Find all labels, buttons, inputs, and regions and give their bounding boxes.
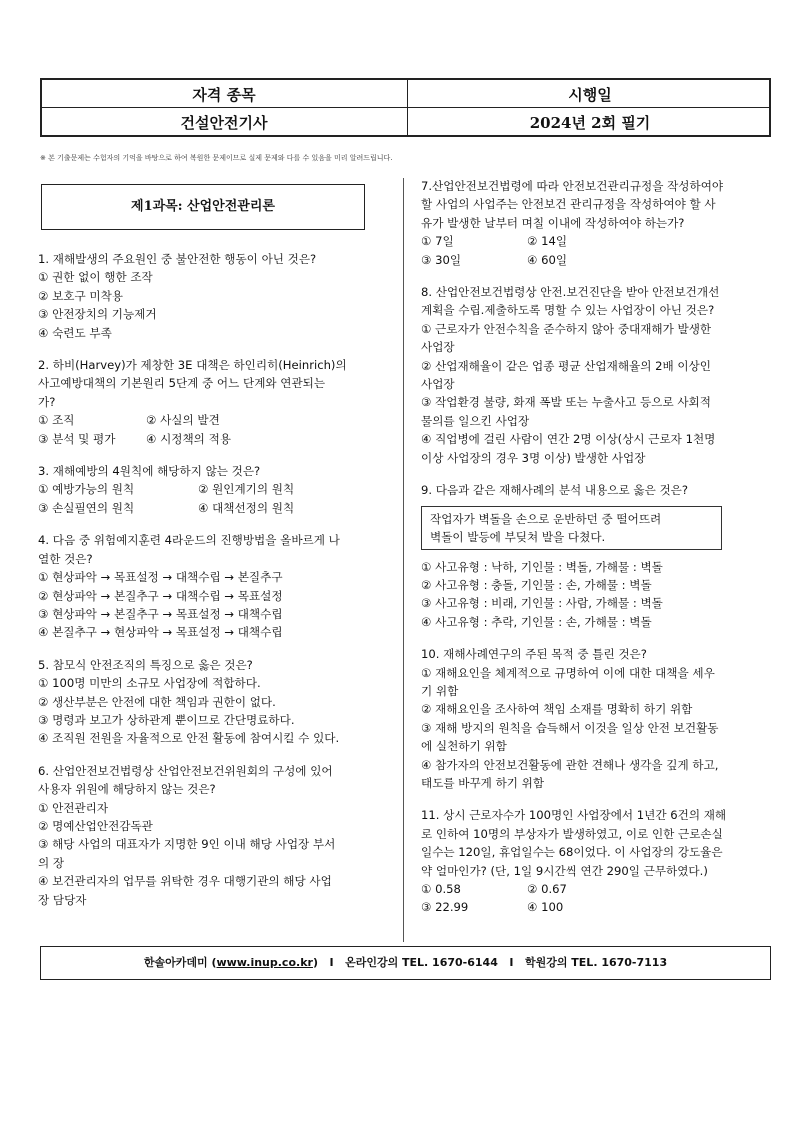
- question-case-box: [421, 506, 722, 550]
- answer-choice-row: [38, 411, 398, 429]
- question-item: [38, 656, 398, 748]
- question-line: 사고예방대책의 기본원리 5단계 중 어느 단계와 연관되는: [38, 376, 326, 391]
- question-line: ① 100명 미만의 소규모 사업장에 적합하다.: [38, 676, 261, 691]
- question-item: [38, 250, 398, 342]
- answer-choice: ④ 시정책의 적용: [146, 431, 231, 446]
- question-line: 사용자 위원에 해당하지 않는 것은?: [38, 782, 216, 797]
- answer-choice-row: [38, 480, 398, 498]
- question-stem: 2. 하비(Harvey)가 제창한 3E 대책은 하인리히(Heinrich)의: [38, 358, 347, 373]
- question-line: 일수는 120일, 휴업일수는 68이었다. 이 사업장의 강도율은: [421, 845, 723, 860]
- question-stem: 6. 산업안전보건법령상 산업안전보건위원회의 구성에 있어: [38, 763, 333, 778]
- question-item: [421, 177, 776, 269]
- footer-offline-contact: 학원강의 TEL. 1670-7113: [524, 956, 668, 969]
- answer-choice: ① 7일: [421, 234, 454, 249]
- question-line: ① 안전관리자: [38, 800, 109, 815]
- footer-separator: I: [329, 956, 334, 969]
- question-item: [38, 531, 398, 641]
- question-line: 할 사업의 사업주는 안전보건 관리규정을 작성하여야 할 사: [421, 197, 716, 212]
- question-line: ④ 사고유형 : 추락, 기인물 : 손, 가해물 : 벽돌: [421, 614, 652, 629]
- answer-choice: ① 0.58: [421, 882, 461, 896]
- footer-online-contact: 온라인강의 TEL. 1670-6144: [345, 956, 498, 969]
- question-line: ③ 해당 사업의 대표자가 지명한 9인 이내 해당 사업장 부서: [38, 837, 336, 852]
- answer-choice: ④ 60일: [527, 252, 568, 267]
- question-line: ② 생산부분은 안전에 대한 책임과 권한이 없다.: [38, 694, 276, 709]
- question-line: 의 장: [38, 855, 65, 870]
- question-line: ① 권한 없이 행한 조작: [38, 270, 153, 285]
- answer-choice: ③ 손실필연의 원칙: [38, 500, 135, 515]
- answer-choice: ① 예방가능의 원칙: [38, 482, 135, 497]
- answer-choice: ② 14일: [527, 234, 568, 249]
- answer-choice: ① 조직: [38, 413, 75, 428]
- question-stem: 7.산업안전보건법령에 따라 안전보건관리규정을 작성하여야: [421, 179, 724, 193]
- question-line: ④ 직업병에 걸린 사람이 연간 2명 이상(상시 근로자 1천명: [421, 432, 716, 447]
- question-line: ③ 명령과 보고가 상하관계 뿐이므로 간단명료하다.: [38, 712, 295, 727]
- question-stem: 1. 재해발생의 주요원인 중 불안전한 행동이 아닌 것은?: [38, 252, 317, 266]
- footer-brand: 한솔아카데미: [143, 956, 208, 969]
- question-stem: 5. 참모식 안전조직의 특징으로 옳은 것은?: [38, 657, 253, 672]
- answer-choice: ② 0.67: [527, 882, 567, 896]
- exam-date: 2024년 2회 필기: [529, 114, 651, 132]
- question-line: ① 현상파악 → 목표설정 → 대책수립 → 본질추구: [38, 570, 283, 585]
- answer-choice: ③ 분석 및 평가: [38, 431, 116, 446]
- question-line: ④ 참가자의 안전보건활동에 관한 견해나 생각을 깊게 하고,: [421, 757, 719, 772]
- answer-choice-row: [421, 251, 776, 269]
- answer-choice-row: [38, 430, 398, 448]
- question-line: ③ 작업환경 불량, 화재 폭발 또는 누출사고 등으로 사회적: [421, 395, 711, 410]
- question-line: ④ 본질추구 → 현상파악 → 목표설정 → 대책수립: [38, 625, 283, 640]
- question-stem: 9. 다음과 같은 재해사례의 분석 내용으로 옳은 것은?: [421, 483, 689, 498]
- question-line: 사업장: [421, 340, 455, 355]
- question-item: [421, 481, 776, 631]
- question-line: ① 사고유형 : 낙하, 기인물 : 벽돌, 가해물 : 벽돌: [421, 559, 663, 574]
- question-item: [38, 762, 398, 909]
- question-stem: 3. 재해예방의 4원칙에 해당하지 않는 것은?: [38, 464, 261, 479]
- question-line: ② 현상파악 → 본질추구 → 대책수립 → 목표설정: [38, 588, 283, 603]
- answer-choice: ② 사실의 발견: [146, 413, 220, 428]
- header-label-qualification: 자격 종목: [192, 86, 256, 104]
- footer-url-link[interactable]: www.inup.co.kr: [216, 956, 313, 969]
- question-line: 태도를 바꾸게 하기 위함: [421, 775, 545, 790]
- answer-choice-row: [421, 898, 776, 916]
- question-stem: 10. 재해사례연구의 주된 목적 중 틀린 것은?: [421, 647, 647, 662]
- question-line: 유가 발생한 날부터 며칠 이내에 작성하여야 하는가?: [421, 215, 685, 230]
- question-line: ④ 조직원 전원을 자율적으로 안전 활동에 참여시킬 수 있다.: [38, 731, 340, 746]
- subject-title: 제1과목: 산업안전관리론: [41, 184, 365, 230]
- question-stem: 11. 상시 근로자수가 100명인 사업장에서 1년간 6건의 재해: [421, 808, 727, 823]
- question-line: ③ 사고유형 : 비래, 기인물 : 사람, 가해물 : 벽돌: [421, 596, 663, 611]
- question-item: [421, 283, 776, 467]
- answer-choice: ② 원인계기의 원칙: [198, 482, 295, 497]
- question-line: ③ 재해 방지의 원칙을 습득해서 이것을 일상 안전 보건활동: [421, 720, 719, 735]
- question-line: 로 인하여 10명의 부상자가 발생하였고, 이로 인한 근로손실: [421, 826, 723, 841]
- case-text-line: 벽돌이 발등에 부딪쳐 발을 다쳤다.: [430, 529, 606, 544]
- question-line: ② 보호구 미착용: [38, 288, 123, 303]
- answer-choice: ④ 100: [527, 900, 564, 915]
- question-stem: 8. 산업안전보건법령상 안전.보건진단을 받아 안전보건개선: [421, 285, 720, 300]
- left-column: [38, 250, 398, 909]
- answer-choice: ④ 대책선정의 원칙: [198, 500, 295, 515]
- question-line: 열한 것은?: [38, 551, 93, 566]
- right-column: [421, 177, 776, 917]
- question-item: [421, 645, 776, 792]
- footer-bar: 한솔아카데미 (www.inup.co.kr) I 온라인강의 TEL. 1670-6144 I 학원강의 TEL. 1670-7113: [40, 946, 771, 980]
- question-line: ① 재해요인을 체계적으로 규명하여 이에 대한 대책을 세우: [421, 665, 715, 680]
- answer-choice-row: [421, 880, 776, 898]
- question-line: 사업장: [421, 377, 455, 392]
- question-line: 계획을 수립.제출하도록 명할 수 있는 사업장이 아닌 것은?: [421, 303, 715, 318]
- question-item: [38, 356, 398, 448]
- question-line: ② 사고유형 : 충돌, 기인물 : 손, 가해물 : 벽돌: [421, 577, 652, 592]
- question-item: [421, 806, 776, 916]
- question-line: 에 실천하기 위함: [421, 739, 507, 754]
- answer-choice-row: [421, 232, 776, 250]
- question-line: ② 재해요인을 조사하여 책임 소재를 명확히 하기 위함: [421, 702, 693, 717]
- question-line: ③ 현상파악 → 본질추구 → 목표설정 → 대책수립: [38, 606, 283, 621]
- case-text-line: 작업자가 벽돌을 손으로 운반하던 중 떨어뜨려: [430, 511, 662, 526]
- question-line: 기 위함: [421, 683, 459, 698]
- question-stem: 4. 다음 중 위험예지훈련 4라운드의 진행방법을 올바르게 나: [38, 533, 340, 548]
- question-line: ② 명예산업안전감독관: [38, 818, 153, 833]
- exam-header-table: [40, 78, 771, 137]
- question-line: 가?: [38, 394, 56, 409]
- header-label-date: 시행일: [568, 86, 612, 104]
- answer-choice: ③ 30일: [421, 252, 462, 267]
- question-line: 물의를 일으킨 사업장: [421, 413, 530, 428]
- footer-separator: I: [509, 956, 514, 969]
- question-line: ③ 안전장치의 기능제거: [38, 307, 157, 322]
- question-line: ① 근로자가 안전수칙을 준수하지 않아 중대재해가 발생한: [421, 321, 712, 336]
- disclaimer-note: ※ 본 기출문제는 수험자의 기억을 바탕으로 하여 복원한 문제이므로 실제 문제와 다를 수 있음을 미리 알려드립니다.: [40, 154, 393, 162]
- question-line: ④ 보건관리자의 업무를 위탁한 경우 대행기관의 해당 사업: [38, 874, 332, 889]
- exam-name: 건설안전기사: [180, 114, 268, 132]
- question-line: ② 산업재해율이 같은 업종 평균 산업재해율의 2배 이상인: [421, 358, 711, 373]
- question-line: 장 담당자: [38, 892, 87, 907]
- question-line: ④ 숙련도 부족: [38, 325, 112, 340]
- question-item: [38, 462, 398, 517]
- question-line: 약 얼마인가? (단, 1일 9시간씩 연간 290일 근무하였다.): [421, 863, 708, 878]
- column-divider: [403, 178, 404, 942]
- answer-choice: ③ 22.99: [421, 900, 469, 915]
- question-line: 이상 사업장의 경우 3명 이상) 발생한 사업장: [421, 450, 646, 465]
- answer-choice-row: [38, 499, 398, 517]
